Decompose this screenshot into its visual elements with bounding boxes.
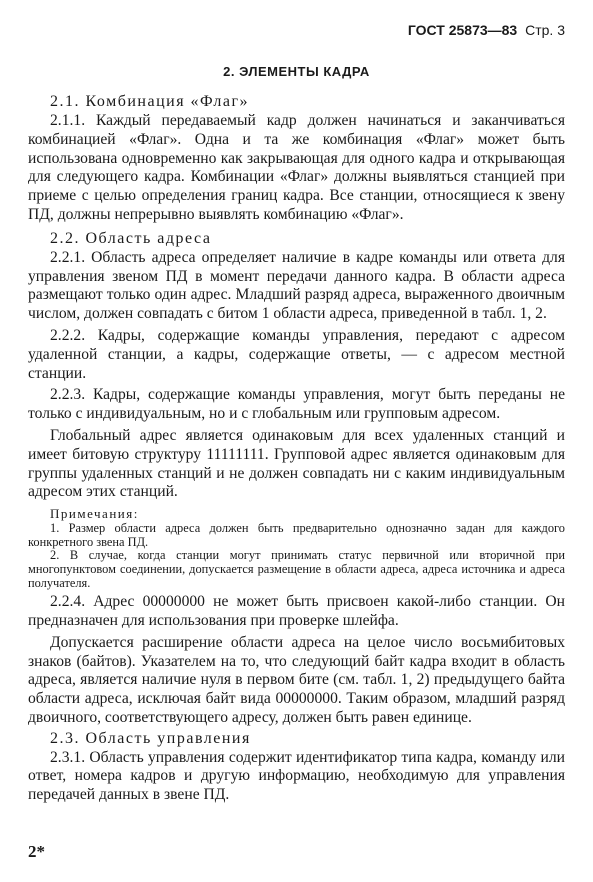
note-2: 2. В случае, когда станции могут принимать статус первичной или вторичной при многопунктовом соединении, допускается размещение в области адреса, адреса источника и адреса получателя. — [28, 548, 565, 590]
subsection-2-2-title: 2.2. Область адреса — [50, 229, 212, 247]
paragraph-2-2-4: 2.2.4. Адрес 00000000 не может быть присвоен какой-либо станции. Он предназначен для использования при проверке шлейфа. — [28, 593, 565, 629]
note-1: 1. Размер области адреса должен быть предварительно однозначно задан для каждого конкретного звена ПД. — [28, 521, 565, 549]
standard-number: ГОСТ 25873—83 — [407, 22, 518, 38]
page-signature-mark: 2* — [28, 842, 45, 861]
paragraph-2-2-1: 2.2.1. Область адреса определяет наличие в кадре команды или ответа для управления звеном ПД в момент передачи данного кадра. В области адреса размещают только один адрес. Младший разряд адреса, выраженного двоичным числом, должен совпадать с битом 1 области адреса, приведенной в табл. 1, 2. — [28, 248, 565, 323]
paragraph-address-extension: Допускается расширение области адреса на целое число восьмибитовых знаков (байтов). Указателем на то, что следующий байт кадра входит в область адреса, является наличие нуля в первом бите (см. табл. 1, 2) предыдущего байта области адреса, исключая байт вида 00000000. Таким образом, младший разряд двоичного, соответствующего адресу, должен быть равен единице. — [28, 633, 565, 726]
notes-title: Примечания: — [50, 506, 139, 522]
page-header — [408, 22, 565, 38]
paragraph-2-2-2: 2.2.2. Кадры, содержащие команды управления, передают с адресом удаленной станции, а кадры, содержащие ответы, — с адресом местной станции. — [28, 326, 565, 382]
paragraph-global-address: Глобальный адрес является одинаковым для всех удаленных станций и имеет битовую структуру 11111111. Групповой адрес является одинаковым для группы удаленных станций и не должен совпадать ни с каким индивидуальным адресом этих станций. — [28, 426, 565, 501]
section-title: 2. ЭЛЕМЕНТЫ КАДРА — [223, 64, 370, 79]
paragraph-2-2-3: 2.2.3. Кадры, содержащие команды управления, могут быть переданы не только с индивидуальным, но и с глобальным или групповым адресом. — [28, 386, 565, 423]
paragraph-2-1-1: 2.1.1. Каждый передаваемый кадр должен начинаться и заканчиваться комбинацией «Флаг». Одна и та же комбинация «Флаг» может быть использована одновременно как закрывающая для одного кадра и открывающая для следующего кадра. Комбинации «Флаг» должны выявляться станцией при приеме с целью определения границ кадра. Все станции, относящиеся к звену ПД, должны непрерывно выявлять комбинацию «Флаг». — [28, 112, 565, 223]
subsection-2-3-title: 2.3. Область управления — [50, 729, 251, 747]
paragraph-2-3-1: 2.3.1. Область управления содержит идентификатор типа кадра, команду или ответ, номера кадров и другую информацию, необходимую для управления передачей данных в звене ПД. — [28, 748, 565, 804]
page-number: Стр. 3 — [525, 22, 565, 38]
page-content — [28, 58, 565, 805]
subsection-2-1-title: 2.1. Комбинация «Флаг» — [50, 93, 250, 110]
